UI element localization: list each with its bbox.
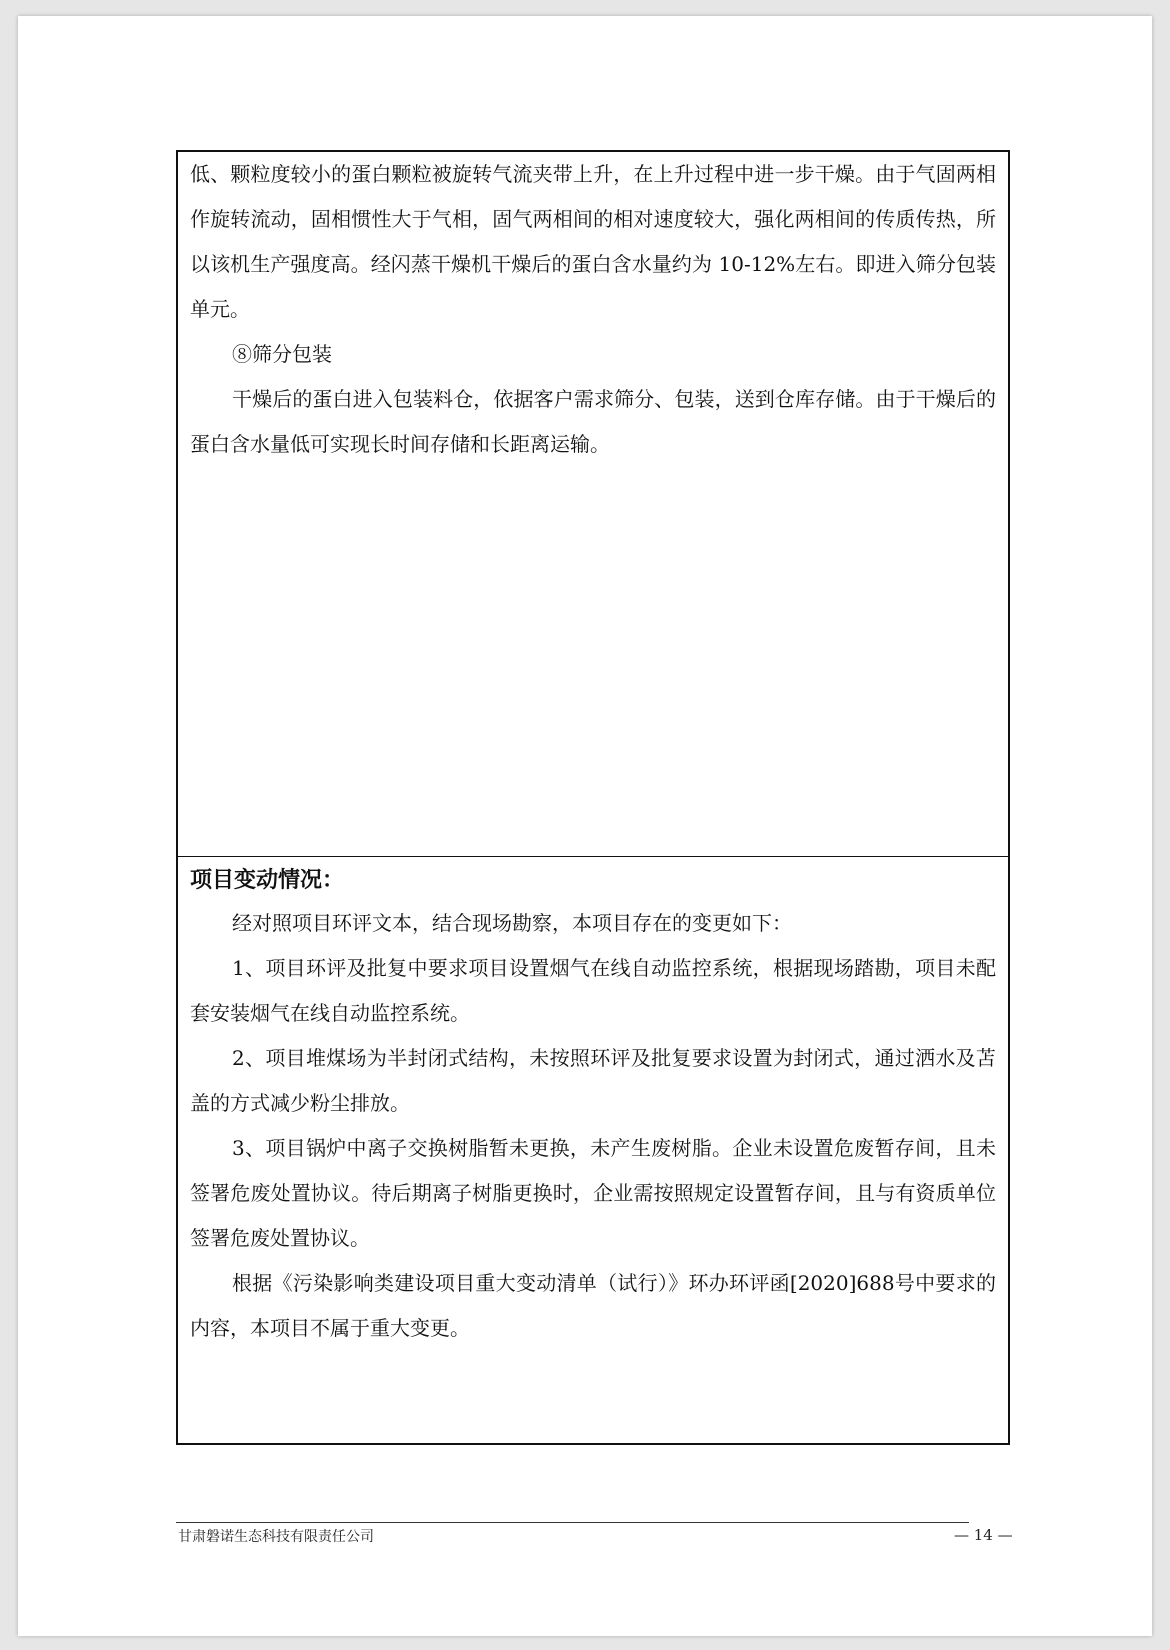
changes-paragraph: 经对照项目环评文本，结合现场勘察，本项目存在的变更如下：: [232, 911, 792, 935]
process-paragraph: 低、颗粒度较小的蛋白颗粒被旋转气流夹带上升，在上升过程中进一步干燥。由于气固两相作旋转流动，固相惯性大于气相，固气两相间的相对速度较大，强化两相间的传质传热，所以该机生产强度高。经闪蒸干燥机干燥后的蛋白含水量约为 10-12%左右。即进入筛分包装单元。: [190, 162, 996, 321]
process-subheading: ⑧筛分包装: [232, 342, 332, 366]
changes-paragraph: 1、项目环评及批复中要求项目设置烟气在线自动监控系统，根据现场踏勘，项目未配套安装烟气在线自动监控系统。: [190, 956, 996, 1025]
changes-paragraph: 3、项目锅炉中离子交换树脂暂未更换，未产生废树脂。企业未设置危废暂存间，且未签署危废处置协议。待后期离子树脂更换时，企业需按照规定设置暂存间，且与有资质单位签署危废处置协议。: [190, 1136, 996, 1250]
project-changes-heading: 项目变动情况：: [190, 868, 345, 893]
changes-paragraph: 根据《污染影响类建设项目重大变动清单（试行）》环办环评函[2020]688号中要求的内容，本项目不属于重大变更。: [190, 1271, 996, 1340]
document-page: [18, 16, 1152, 1636]
changes-paragraph: 2、项目堆煤场为半封闭式结构，未按照环评及批复要求设置为封闭式，通过洒水及苫盖的方式减少粉尘排放。: [190, 1046, 996, 1115]
process-paragraph: 干燥后的蛋白进入包装料仓，依据客户需求筛分、包装，送到仓库存储。由于干燥后的蛋白含水量低可实现长时间存储和长距离运输。: [190, 387, 996, 456]
footer-divider: [176, 1522, 969, 1523]
footer-company: 甘肃磐诺生态科技有限责任公司: [178, 1529, 374, 1545]
process-description-cell: [178, 152, 1008, 857]
project-changes-cell: [178, 857, 1008, 1443]
page-number: — 14 —: [954, 1526, 1013, 1544]
content-table: [176, 150, 1010, 1445]
